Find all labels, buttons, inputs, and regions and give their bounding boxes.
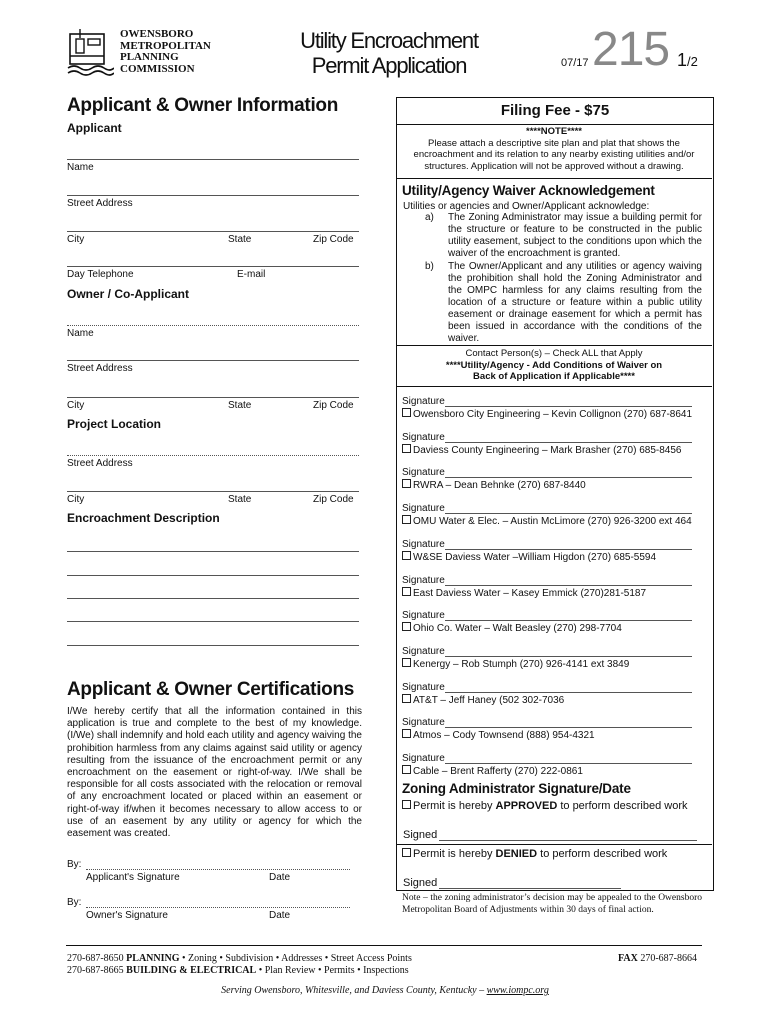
- approved-pre: Permit is hereby: [413, 800, 496, 812]
- planning-desc: • Zoning • Subdivision • Addresses • Street Access Points: [179, 953, 412, 964]
- note-divider: [396, 178, 712, 179]
- contacts-header: [396, 348, 712, 383]
- zoning-note: Note – the zoning administrator’s decision may be appealed to the Owensboro Metropolitan Board of Adjustments within 30 days of final action.: [402, 893, 702, 915]
- contact-entry: [402, 467, 702, 491]
- waiver-heading: Utility/Agency Waiver Acknowledgement: [402, 183, 655, 198]
- contact-entry: [402, 539, 702, 563]
- building-label: BUILDING & ELECTRICAL: [126, 965, 257, 976]
- approved-signed-label: Signed: [403, 829, 438, 841]
- encroachment-line-1[interactable]: [67, 551, 359, 552]
- project-city-field[interactable]: [67, 491, 359, 492]
- contact-entry: [402, 575, 702, 599]
- contact-option[interactable]: [402, 479, 702, 492]
- denied-pre: Permit is hereby: [413, 848, 496, 860]
- waiver-intro: Utilities or agencies and Owner/Applicant acknowledge:: [403, 201, 650, 212]
- page-number: [677, 50, 698, 71]
- contact-name: Cable – Brent Rafferty (270) 222-0861: [413, 765, 583, 777]
- contact-name: Daviess County Engineering – Mark Brasher (270) 685-8456: [413, 444, 682, 456]
- contact-signature-field[interactable]: [445, 692, 692, 693]
- applicant-date-label: Date: [269, 872, 291, 883]
- form-title: [284, 28, 494, 78]
- footer-serving: [0, 985, 770, 996]
- footer-building: [67, 965, 409, 976]
- zoning-divider: [396, 844, 712, 845]
- encroachment-line-4[interactable]: [67, 621, 359, 622]
- owner-by-label: By:: [67, 897, 82, 908]
- contact-checkbox[interactable]: [402, 444, 411, 453]
- project-street-label: Street Address: [67, 458, 133, 469]
- denied-option[interactable]: [402, 848, 667, 860]
- applicant-zip-label: Zip Code: [313, 234, 354, 245]
- contact-name: East Daviess Water – Kasey Emmick (270)281-5187: [413, 587, 647, 599]
- contact-name: Owensboro City Engineering – Kevin Collignon (270) 687-8641: [413, 408, 693, 420]
- contact-checkbox[interactable]: [402, 587, 411, 596]
- owner-city-field[interactable]: [67, 397, 359, 398]
- contact-signature-label: Signature: [402, 753, 445, 764]
- planning-label: PLANNING: [126, 953, 180, 964]
- contact-name: Atmos – Cody Townsend (888) 954-4321: [413, 729, 595, 741]
- serving-text: Serving Owensboro, Whitesville, and Daviess County, Kentucky –: [221, 985, 487, 996]
- contact-checkbox[interactable]: [402, 765, 411, 774]
- encroachment-line-5[interactable]: [67, 645, 359, 646]
- contact-signature-field[interactable]: [445, 513, 692, 514]
- owner-signature-field[interactable]: [86, 907, 350, 908]
- contact-signature-field[interactable]: [445, 477, 692, 478]
- contact-option[interactable]: [402, 694, 702, 707]
- contact-option[interactable]: [402, 515, 702, 528]
- project-location-label: Project Location: [67, 417, 162, 431]
- contact-signature-label: Signature: [402, 467, 445, 478]
- approved-signed-field[interactable]: [439, 840, 697, 841]
- contact-entry: [402, 610, 702, 634]
- building-phone: 270-687-8665: [67, 965, 124, 976]
- org-line-4: COMMISSION: [120, 62, 195, 75]
- denied-word: DENIED: [495, 848, 538, 860]
- owner-signature-label: Owner's Signature: [86, 910, 168, 921]
- applicant-owner-heading: Applicant & Owner Information: [67, 95, 339, 116]
- applicant-by-label: By:: [67, 859, 82, 870]
- contact-entry: [402, 753, 702, 777]
- waiver-item-a: The Zoning Administrator may issue a building permit for the structure or feature to be constructed in the public utility easement, subject to the conditions upon which the waiver of the encroachment is granted.: [448, 212, 702, 259]
- contact-signature-label: Signature: [402, 682, 445, 693]
- org-line-2: METROPOLITAN: [120, 39, 211, 52]
- note-box: [396, 124, 712, 172]
- form-number: 215: [592, 23, 670, 76]
- approved-post: to perform described work: [557, 800, 688, 812]
- contact-entry: [402, 646, 702, 670]
- applicant-signature-label: Applicant's Signature: [86, 872, 180, 883]
- contact-signature-label: Signature: [402, 646, 445, 657]
- approved-option[interactable]: [402, 800, 688, 812]
- waiver-item-a-letter: a): [425, 212, 434, 223]
- page-current: 1: [677, 50, 688, 70]
- contact-signature-field[interactable]: [445, 442, 692, 443]
- contact-entry: [402, 717, 702, 741]
- contact-signature-label: Signature: [402, 396, 445, 407]
- owner-street-field[interactable]: [67, 360, 359, 361]
- encroachment-line-2[interactable]: [67, 575, 359, 576]
- contact-signature-field[interactable]: [445, 585, 692, 586]
- org-name: [120, 29, 211, 75]
- encroachment-description-label: Encroachment Description: [67, 511, 220, 525]
- logo-building-icon: [66, 28, 114, 76]
- contact-name: AT&T – Jeff Haney (502 302-7036: [413, 694, 565, 706]
- filing-fee-box: [396, 97, 714, 125]
- ompc-logo: [66, 28, 114, 76]
- contact-signature-field[interactable]: [445, 656, 692, 657]
- applicant-street-label: Street Address: [67, 198, 133, 209]
- owner-street-label: Street Address: [67, 363, 133, 374]
- contact-option[interactable]: [402, 408, 702, 421]
- applicant-signature-field[interactable]: [86, 869, 350, 870]
- owner-date-label: Date: [269, 910, 291, 921]
- contact-option[interactable]: [402, 551, 702, 564]
- form-title-line-2: Permit Application: [311, 53, 467, 78]
- filing-fee-text: Filing Fee - $75: [500, 102, 610, 119]
- applicant-phone-field[interactable]: [67, 266, 359, 267]
- contact-name: OMU Water & Elec. – Austin McLimore (270) 926-3200 ext 464: [413, 515, 692, 527]
- project-zip-label: Zip Code: [313, 494, 354, 505]
- owner-zip-label: Zip Code: [313, 400, 354, 411]
- org-line-1: OWENSBORO: [120, 28, 194, 40]
- website-link[interactable]: www.iompc.org: [486, 985, 549, 996]
- encroachment-line-3[interactable]: [67, 598, 359, 599]
- contact-signature-label: Signature: [402, 610, 445, 621]
- zoning-heading: Zoning Administrator Signature/Date: [402, 781, 631, 796]
- contact-option[interactable]: [402, 765, 702, 778]
- contact-signature-field[interactable]: [445, 727, 692, 728]
- applicant-name-field[interactable]: [67, 159, 359, 160]
- certifications-heading: Applicant & Owner Certifications: [67, 679, 355, 700]
- contact-option[interactable]: [402, 658, 702, 671]
- contact-checkbox[interactable]: [402, 658, 411, 667]
- contact-checkbox[interactable]: [402, 551, 411, 560]
- contact-entry: [402, 396, 702, 420]
- waiver-item-b: The Owner/Applicant and any utilities or agency waiving the prohibition shall hold the Zoning Administrator and the OMPC harmless for any claims resulting from the location of a structure or feature within a public utility easement or drainage easement for which a permit has been issued in accordance with the conditions of the waiver.: [448, 261, 702, 344]
- contact-name: RWRA – Dean Behnke (270) 687-8440: [413, 479, 586, 491]
- applicant-phone-label: Day Telephone: [67, 269, 134, 280]
- note-title: ****NOTE****: [526, 126, 582, 137]
- contact-entry: [402, 432, 702, 456]
- fax-phone: 270-687-8664: [637, 953, 697, 964]
- contact-checkbox[interactable]: [402, 408, 411, 417]
- owner-name-field[interactable]: [67, 325, 359, 326]
- contact-signature-field[interactable]: [445, 549, 692, 550]
- applicant-state-label: State: [228, 234, 252, 245]
- waiver-item-b-letter: b): [425, 261, 434, 272]
- applicant-label: Applicant: [67, 121, 122, 135]
- denied-checkbox[interactable]: [402, 848, 411, 857]
- footer-rule: [66, 945, 702, 946]
- contact-signature-label: Signature: [402, 575, 445, 586]
- footer-planning: [67, 953, 412, 964]
- applicant-city-label: City: [67, 234, 85, 245]
- contact-option[interactable]: [402, 622, 702, 635]
- denied-post: to perform described work: [537, 848, 668, 860]
- project-street-field[interactable]: [67, 455, 359, 456]
- owner-state-label: State: [228, 400, 252, 411]
- contact-checkbox[interactable]: [402, 515, 411, 524]
- contact-signature-field[interactable]: [445, 620, 692, 621]
- contact-option[interactable]: [402, 587, 702, 600]
- project-city-label: City: [67, 494, 85, 505]
- applicant-street-field[interactable]: [67, 195, 359, 196]
- planning-phone: 270-687-8650: [67, 953, 124, 964]
- owner-city-label: City: [67, 400, 85, 411]
- contact-signature-field[interactable]: [445, 763, 692, 764]
- contact-checkbox[interactable]: [402, 622, 411, 631]
- page-total: /2: [687, 54, 698, 69]
- approved-checkbox[interactable]: [402, 800, 411, 809]
- building-desc: • Plan Review • Permits • Inspections: [256, 965, 409, 976]
- org-line-3: PLANNING: [120, 51, 179, 63]
- contact-entry: [402, 682, 702, 706]
- contact-option[interactable]: [402, 444, 702, 457]
- contact-signature-label: Signature: [402, 503, 445, 514]
- contact-entry: [402, 503, 702, 527]
- applicant-name-label: Name: [67, 162, 94, 173]
- contacts-header-divider: [396, 386, 712, 387]
- denied-signed-label: Signed: [403, 877, 438, 889]
- owner-label: Owner / Co-Applicant: [67, 287, 190, 301]
- contact-option[interactable]: [402, 729, 702, 742]
- contact-signature-label: Signature: [402, 717, 445, 728]
- owner-name-label: Name: [67, 328, 94, 339]
- contact-name: Ohio Co. Water – Walt Beasley (270) 298-7704: [413, 622, 622, 634]
- contact-signature-label: Signature: [402, 432, 445, 443]
- contact-checkbox[interactable]: [402, 479, 411, 488]
- note-body: Please attach a descriptive site plan and plat that shows the encroachment and its relation to any nearby existing utilities and/or structures. Application will not be approved without a drawing.: [413, 137, 695, 172]
- contact-name: Kenergy – Rob Stumph (270) 926-4141 ext 3849: [413, 658, 630, 670]
- applicant-email-label: E-mail: [237, 269, 266, 280]
- applicant-city-field[interactable]: [67, 231, 359, 232]
- contact-checkbox[interactable]: [402, 729, 411, 738]
- contact-signature-label: Signature: [402, 539, 445, 550]
- approved-word: APPROVED: [495, 800, 558, 812]
- contacts-divider: [396, 345, 712, 346]
- footer-fax: [618, 953, 697, 964]
- contacts-subtitle: ****Utility/Agency - Add Conditions of Waiver on Back of Application if Applicable****: [445, 359, 663, 382]
- denied-signed-field[interactable]: [439, 888, 621, 889]
- fax-label: FAX: [618, 953, 638, 964]
- contact-checkbox[interactable]: [402, 694, 411, 703]
- form-title-line-1: Utility Encroachment: [300, 28, 478, 53]
- contact-signature-field[interactable]: [445, 406, 692, 407]
- certifications-body: I/We hereby certify that all the information contained in this application is true and complete to the best of my knowledge. (I/We) shall indemnify and hold each utility and agency waiving the prohibition harmless from any claims against said utility or agency resulting from the issuance of the encroachment permit or any encroachment on the easement or right-of-way. I/We shall be responsible for all costs associated with the relocation or removal of any encroachment located or placed within an easement or right-of-way if/when it becomes necessary to allow access to or use of an easement by any utility or agency for which the easement was created.: [67, 706, 362, 840]
- contact-name: W&SE Daviess Water –William Higdon (270) 685-5594: [413, 551, 657, 563]
- form-date: 07/17: [561, 57, 589, 69]
- contacts-title: Contact Person(s) – Check ALL that Apply: [465, 348, 643, 359]
- project-state-label: State: [228, 494, 252, 505]
